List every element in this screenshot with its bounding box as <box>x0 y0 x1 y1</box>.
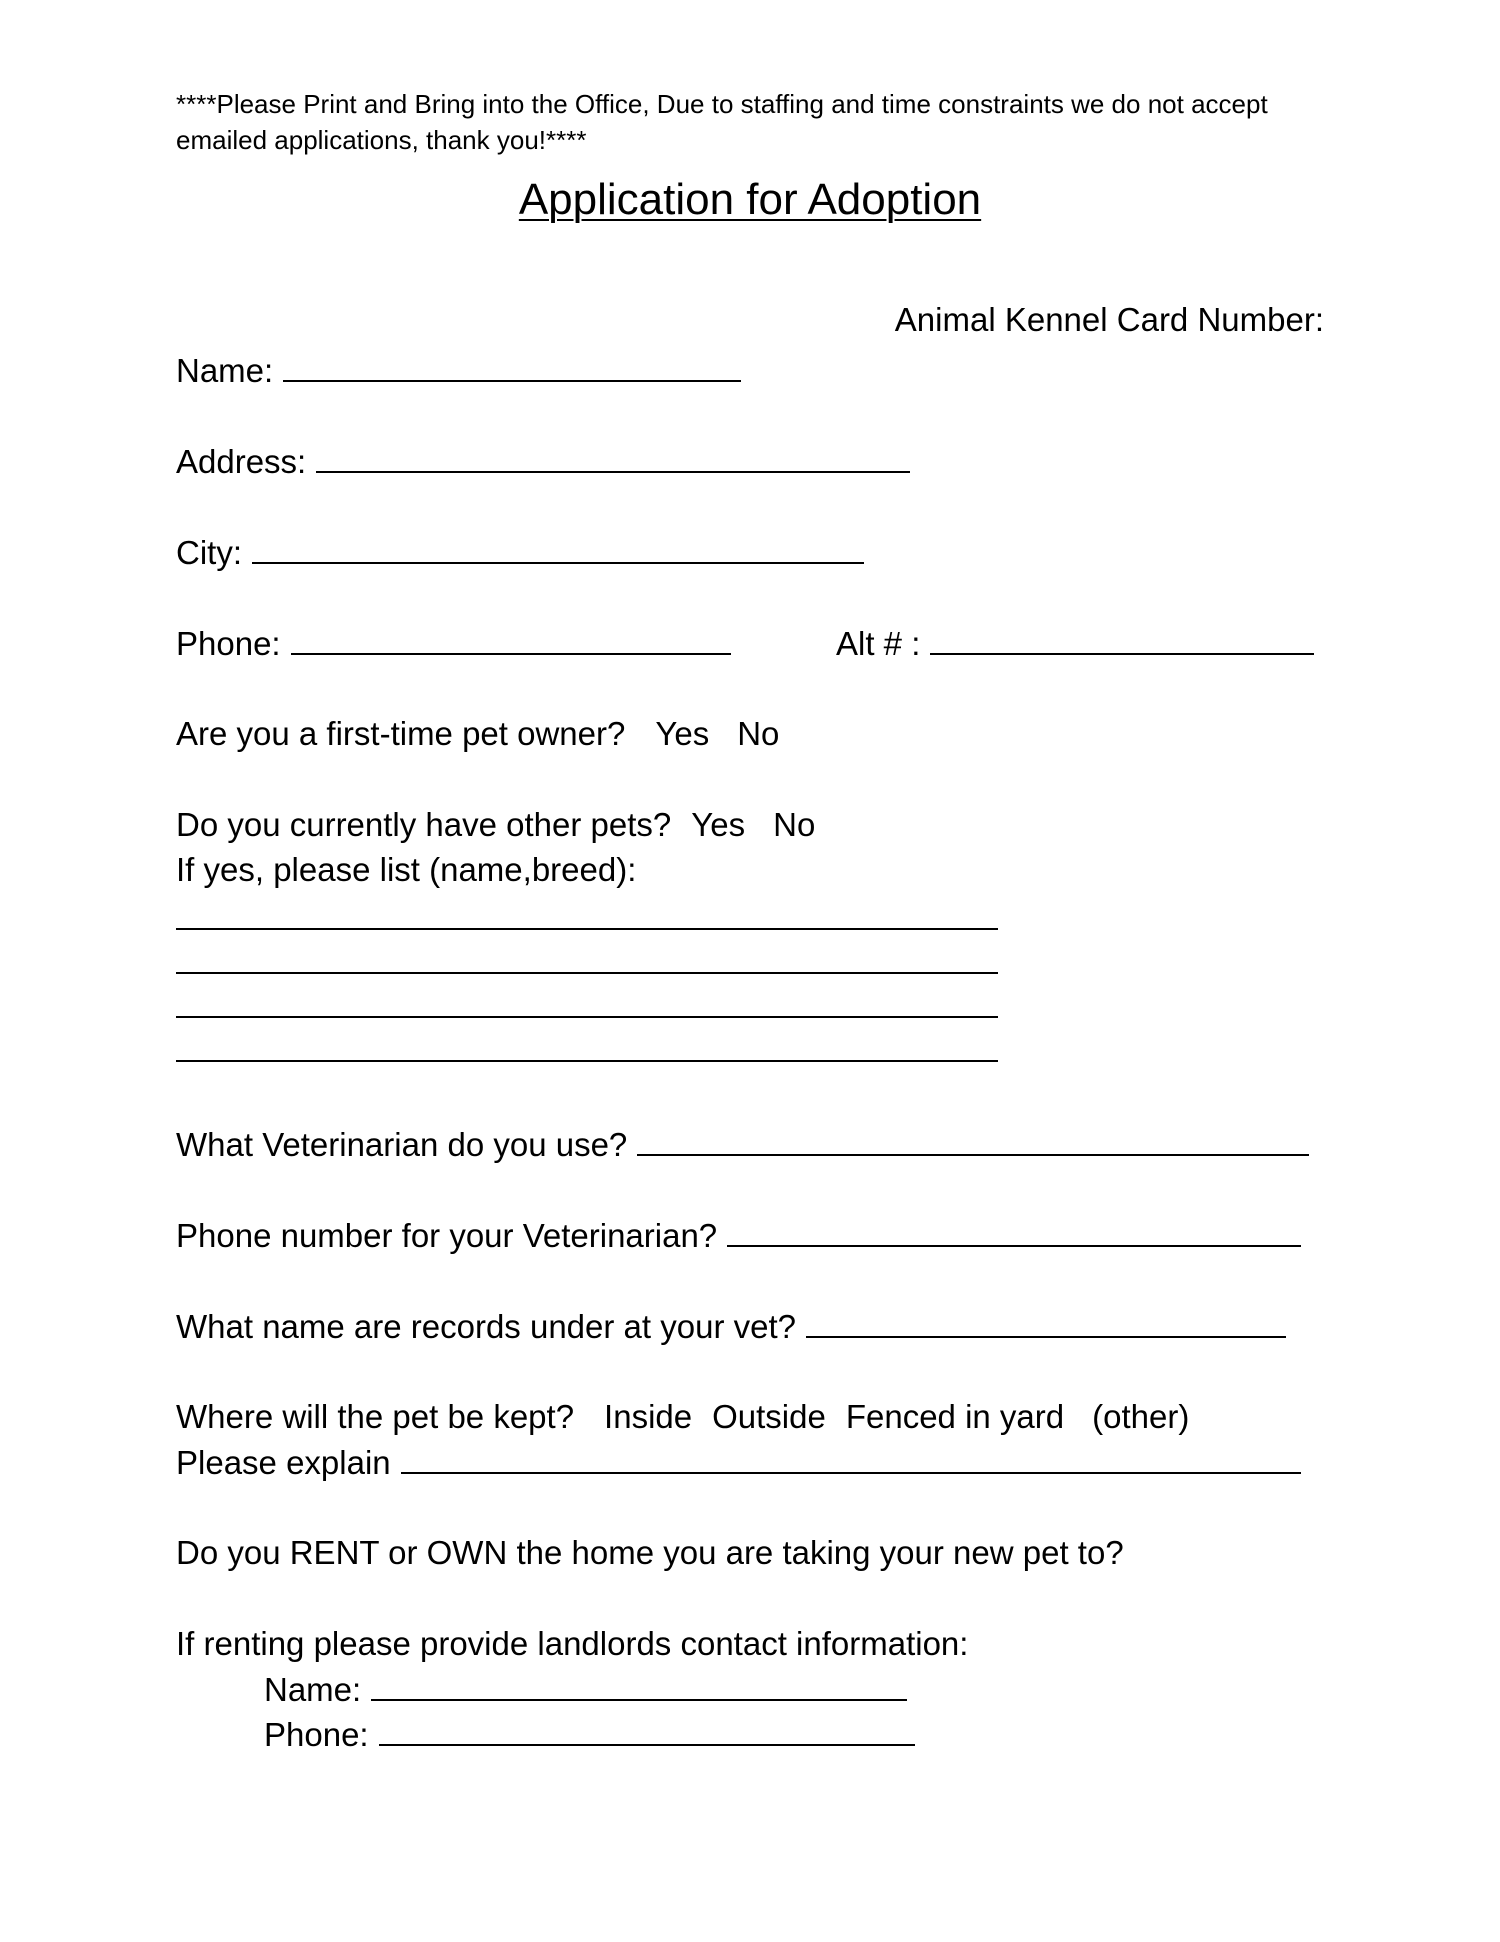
kennel-card-label: Animal Kennel Card Number: <box>894 301 1324 338</box>
pet-kept-question: Where will the pet be kept? <box>176 1398 575 1435</box>
landlord-name-label: Name: <box>264 1671 362 1708</box>
alt-phone-field[interactable] <box>930 623 1314 655</box>
pet-list-field-1[interactable] <box>176 898 998 930</box>
vet-field[interactable] <box>637 1124 1309 1156</box>
pet-list-field-4[interactable] <box>176 1030 998 1062</box>
city-label: City: <box>176 534 242 571</box>
alt-phone-label: Alt # : <box>836 625 921 662</box>
pet-list-line-3 <box>176 986 998 1027</box>
alt-phone-row <box>836 623 1314 664</box>
first-time-no-option[interactable]: No <box>737 715 780 752</box>
pet-kept-explain-field[interactable] <box>401 1442 1301 1474</box>
vet-phone-field[interactable] <box>727 1215 1301 1247</box>
landlord-phone-field[interactable] <box>379 1714 915 1746</box>
kept-other-option[interactable]: (other) <box>1092 1398 1190 1435</box>
pet-kept-explain-label: Please explain <box>176 1444 391 1481</box>
other-pets-question: Do you currently have other pets? <box>176 806 672 843</box>
pet-list-field-3[interactable] <box>176 986 998 1018</box>
city-row <box>176 532 864 573</box>
phone-field[interactable] <box>291 623 731 655</box>
landlord-name-field[interactable] <box>371 1669 907 1701</box>
pet-list-line-4 <box>176 1030 998 1071</box>
city-field[interactable] <box>252 532 864 564</box>
kept-outside-option[interactable]: Outside <box>712 1398 826 1435</box>
vet-records-field[interactable] <box>806 1306 1286 1338</box>
address-field[interactable] <box>316 441 910 473</box>
rent-own-question: Do you RENT or OWN the home you are taking your new pet to? <box>176 1534 1124 1571</box>
phone-row <box>176 623 731 664</box>
vet-row <box>176 1124 1309 1165</box>
vet-phone-question: Phone number for your Veterinarian? <box>176 1217 718 1254</box>
landlord-phone-label: Phone: <box>264 1716 369 1753</box>
first-time-owner-row <box>176 714 779 754</box>
vet-records-row <box>176 1306 1286 1347</box>
other-pets-list-prompt: If yes, please list (name,breed): <box>176 851 637 888</box>
address-label: Address: <box>176 443 307 480</box>
landlord-name-row <box>264 1669 907 1710</box>
pet-list-line-1 <box>176 898 998 939</box>
phone-label: Phone: <box>176 625 281 662</box>
vet-question: What Veterinarian do you use? <box>176 1126 628 1163</box>
first-time-yes-option[interactable]: Yes <box>655 715 710 752</box>
address-row <box>176 441 910 482</box>
pet-list-line-2 <box>176 942 998 983</box>
pet-kept-explain-row <box>176 1442 1301 1483</box>
pet-list-field-2[interactable] <box>176 942 998 974</box>
vet-records-question: What name are records under at your vet? <box>176 1308 796 1345</box>
landlord-phone-row <box>264 1714 915 1755</box>
first-time-owner-question: Are you a first-time pet owner? <box>176 715 626 752</box>
vet-phone-row <box>176 1215 1301 1256</box>
page-title: Application for Adoption <box>518 175 982 224</box>
pet-kept-row <box>176 1397 1189 1437</box>
notice-line-1: ****Please Print and Bring into the Office, Due to staffing and time constraints we do not accept <box>176 89 1268 119</box>
other-pets-row <box>176 805 815 845</box>
other-pets-yes-option[interactable]: Yes <box>691 806 746 843</box>
name-field[interactable] <box>283 350 741 382</box>
kept-inside-option[interactable]: Inside <box>604 1398 693 1435</box>
submission-notice <box>176 86 1336 158</box>
other-pets-no-option[interactable]: No <box>773 806 816 843</box>
name-row <box>176 350 741 391</box>
name-label: Name: <box>176 352 274 389</box>
kept-fenced-option[interactable]: Fenced in yard <box>845 1398 1065 1435</box>
notice-line-2: emailed applications, thank you!**** <box>176 125 587 155</box>
landlord-prompt: If renting please provide landlords contact information: <box>176 1625 969 1662</box>
